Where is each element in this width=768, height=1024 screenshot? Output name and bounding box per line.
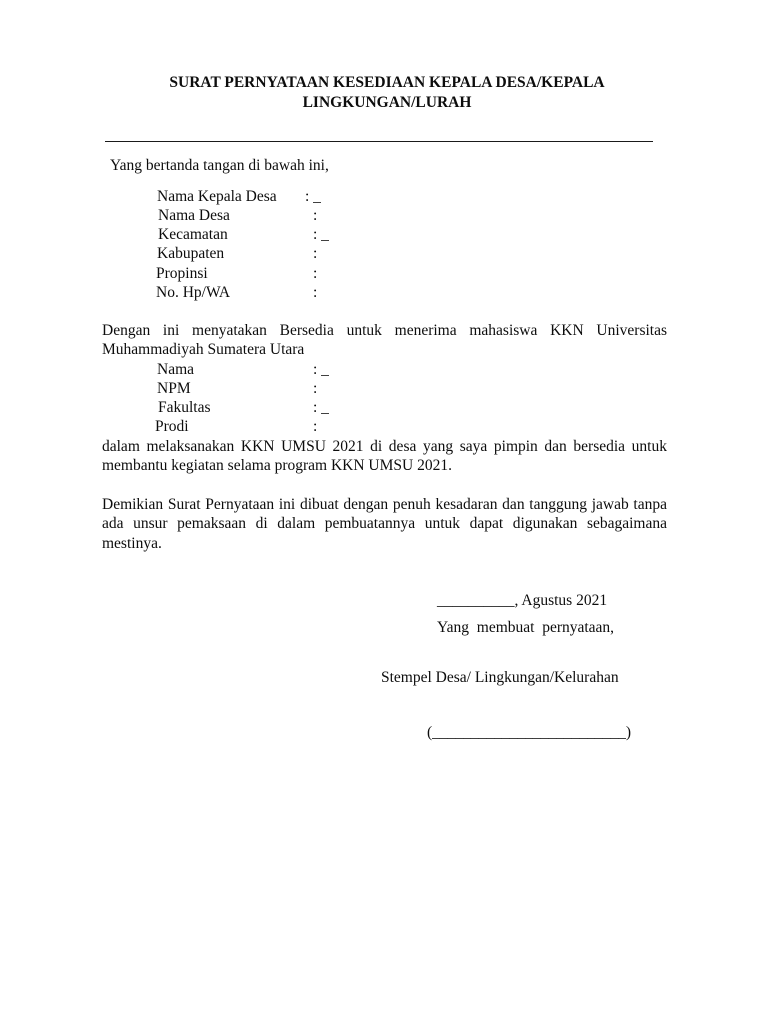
student-field-study-program [0,417,768,436]
field-label: Propinsi [156,265,208,282]
student-field-npm [0,379,768,398]
field-label: Nama Kepala Desa [157,188,277,205]
signer-field-regency [0,244,768,263]
field-separator: : [313,284,318,301]
signer-field-province [0,264,768,283]
paragraph-line: Muhammadiyah Sumatera Utara [102,341,305,358]
field-label: No. Hp/WA [156,284,231,301]
student-field-faculty [0,398,768,417]
title-divider [105,141,653,142]
paragraph-line: ada unsur pemaksaan di dalam pembuatannya untuk dapat digunakan sebagaimana [102,515,667,532]
signer-field-district [0,225,768,244]
field-separator: : [313,245,318,262]
signer-field-phone [0,283,768,302]
field-separator: : _ [305,188,321,205]
field-label: Kecamatan [158,226,228,243]
field-label: Fakultas [158,399,211,416]
signer-caption: Yang membuat pernyataan, [437,619,615,636]
field-separator: : [313,265,318,282]
field-label: Kabupaten [157,245,225,262]
signature-line: (_________________________) [427,724,632,741]
field-label: Prodi [155,418,189,435]
field-label: Nama Desa [158,207,230,224]
field-separator: : _ [313,361,329,378]
student-field-name [0,360,768,379]
field-label: Nama [157,361,195,378]
stamp-caption: Stempel Desa/ Lingkungan/Kelurahan [381,669,619,686]
signer-field-village-head-name [0,187,768,206]
field-label: NPM [157,380,191,397]
field-separator: : [313,380,318,397]
document-title-line-2: LINGKUNGAN/LURAH [302,94,472,111]
intro-text: Yang bertanda tangan di bawah ini, [110,157,329,174]
paragraph-line: mestinya. [102,535,162,552]
paragraph-line: dalam melaksanakan KKN UMSU 2021 di desa yang saya pimpin dan bersedia untuk [102,438,667,455]
paragraph-line: Demikian Surat Pernyataan ini dibuat dengan penuh kesadaran dan tanggung jawab tanpa [102,496,667,513]
document-title-line-1: SURAT PERNYATAAN KESEDIAAN KEPALA DESA/KEPALA [169,74,605,91]
signer-field-village-name [0,206,768,225]
paragraph-line: membantu kegiatan selama program KKN UMSU 2021. [102,457,452,474]
date-line: __________, Agustus 2021 [437,592,608,609]
field-separator: : [313,207,318,224]
field-separator: : _ [313,399,329,416]
field-separator: : _ [313,226,329,243]
paragraph-line: Dengan ini menyatakan Bersedia untuk menerima mahasiswa KKN Universitas [102,322,667,339]
field-separator: : [313,418,318,435]
